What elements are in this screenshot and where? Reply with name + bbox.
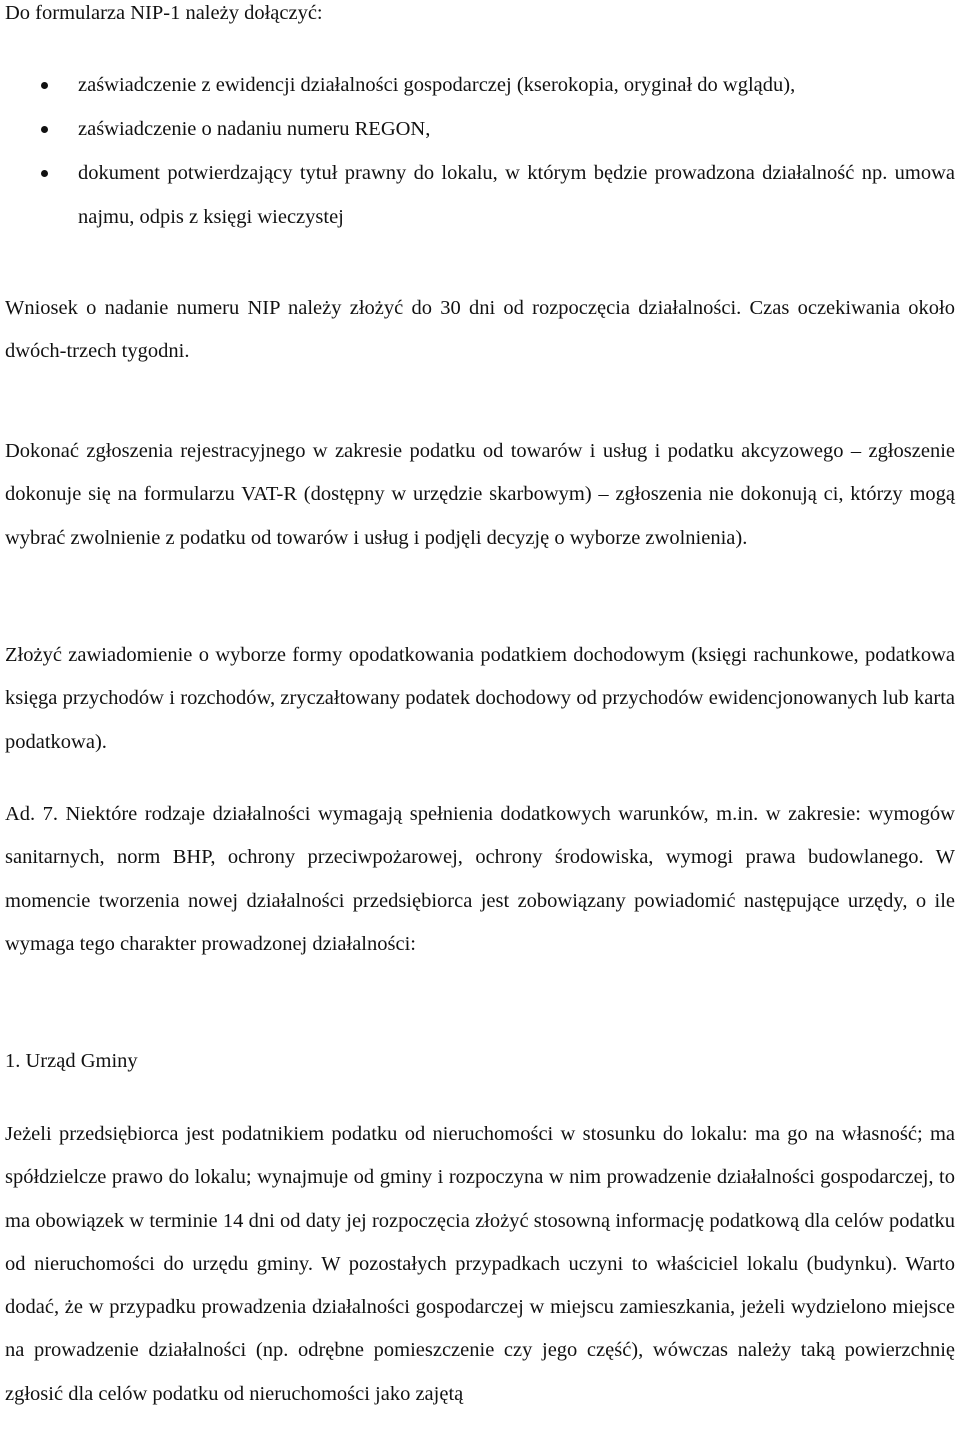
paragraph-tax-form: Złożyć zawiadomienie o wyborze formy opodatkowania podatkiem dochodowym (księgi rachunkowe, podatkowa księga przychodów i rozchodów, zryczałtowany podatek dochodowy od przychodów ewidencjonowanych lub karta podatkowa). xyxy=(5,644,955,753)
bullet-icon xyxy=(41,82,48,89)
list-item xyxy=(5,107,955,151)
list-item xyxy=(5,151,955,239)
list-item xyxy=(5,63,955,107)
list-item-text: dokument potwierdzający tytuł prawny do lokalu, w którym będzie prowadzona działalność np. umowa najmu, odpis z księgi wieczystej xyxy=(78,162,955,228)
paragraph-nip-deadline: Wniosek o nadanie numeru NIP należy złożyć do 30 dni od rozpoczęcia działalności. Czas oczekiwania około dwóch-trzech tygodni. xyxy=(5,297,955,363)
bullet-icon xyxy=(41,170,48,177)
attachments-list xyxy=(5,63,955,239)
list-item-text: zaświadczenie o nadaniu numeru REGON, xyxy=(78,118,431,140)
bullet-icon xyxy=(41,126,48,133)
paragraph-additional-conditions: Ad. 7. Niektóre rodzaje działalności wymagają spełnienia dodatkowych warunków, m.in. w zakresie: wymogów sanitarnych, norm BHP, ochrony przeciwpożarowej, ochrony środowiska, wymogi prawa budowlanego. W momencie tworzenia nowej działalności przedsiębiorca jest zobowiązany powiadomić następujące urzędy, o ile wymaga tego charakter prowadzonej działalności: xyxy=(5,803,955,955)
paragraph-property-tax: Jeżeli przedsiębiorca jest podatnikiem podatku od nieruchomości w stosunku do lokalu: ma go na własność; ma spółdzielcze prawo do lokalu; wynajmuje od gminy i rozpoczyna w nim prowadzenie działalności gospodarczej, to ma obowiązek w terminie 14 dni od daty jej rozpoczęcia złożyć stosowną informację podatkową dla celów podatku od nieruchomości do urzędu gminy. W pozostałych przypadkach uczyni to właściciel lokalu (budynku). Warto dodać, że w przypadku prowadzenia działalności gospodarczej w miejscu zamieszkania, jeżeli wydzielono miejsce na prowadzenie działalności (np. odrębne pomieszczenie czy jego część), wówczas należy taką powierzchnię zgłosić dla celów podatku od nieruchomości jako zajętą xyxy=(5,1123,955,1405)
subsection-heading: 1. Urząd Gminy xyxy=(5,1050,138,1072)
section-heading: Do formularza NIP-1 należy dołączyć: xyxy=(5,2,323,24)
paragraph-vat-registration: Dokonać zgłoszenia rejestracyjnego w zakresie podatku od towarów i usług i podatku akcyzowego – zgłoszenie dokonuje się na formularzu VAT-R (dostępny w urzędzie skarbowym) – zgłoszenia nie dokonują ci, którzy mogą wybrać zwolnienie z podatku od towarów i usług i podjęli decyzję o wyborze zwolnienia). xyxy=(5,440,955,549)
list-item-text: zaświadczenie z ewidencji działalności gospodarczej (kserokopia, oryginał do wglądu), xyxy=(78,74,796,96)
